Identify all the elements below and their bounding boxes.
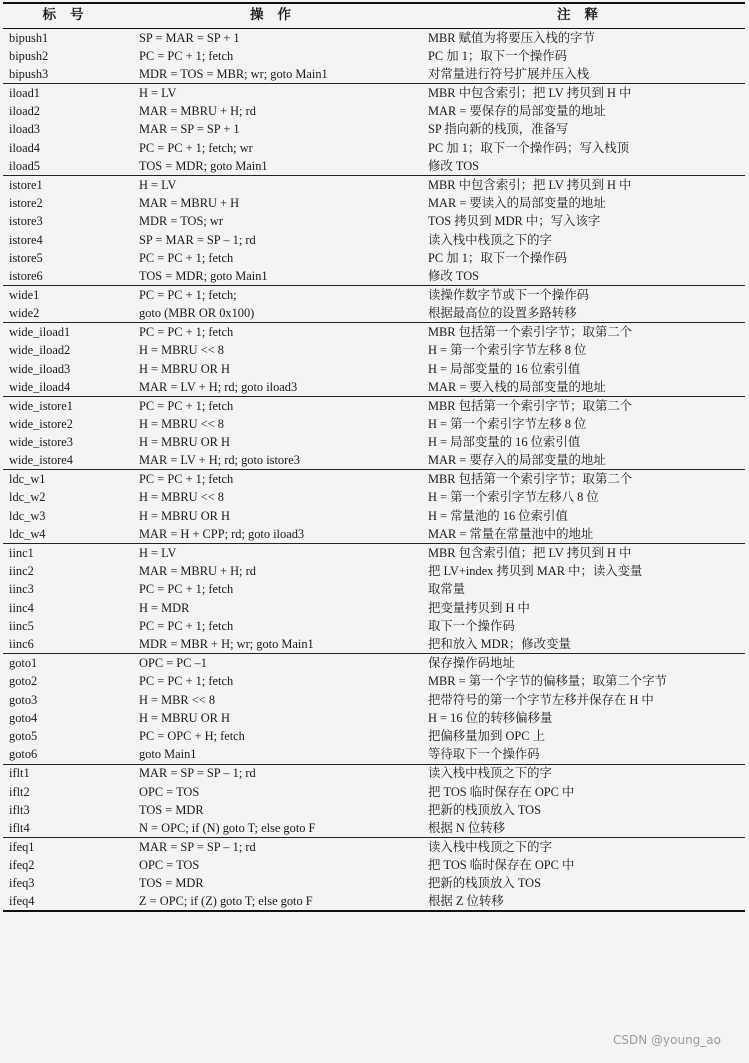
row-operation: TOS = MDR [139,876,204,891]
row-label: wide1 [9,288,40,303]
table-row [3,360,745,378]
table-row [3,286,745,304]
table-row [3,488,745,506]
row-label: bipush3 [3,65,131,83]
watermark: CSDN @young_ao [613,1033,721,1047]
table-row [3,543,745,561]
row-note: PC 加 1；取下一个操作码；写入栈顶 [428,140,630,155]
header-label: 标号 [3,3,131,29]
row-label: istore6 [3,268,131,286]
row-operation: OPC = PC –1 [139,656,207,671]
row-note: 把和放入 MDR；修改变量 [418,635,745,653]
row-note: MAR = 要存入的局部变量的地址 [418,451,745,469]
row-label: iflt2 [9,784,30,799]
row-note: MBR 包括第一个索引字节；取第二个 [428,398,633,413]
row-label: ifeq1 [9,839,35,854]
row-note: SP 指向新的栈顶，准备写 [428,122,569,137]
row-operation: PC = PC + 1; fetch; wr [139,140,253,155]
row-note: TOS 拷贝到 MDR 中；写入该字 [428,214,601,229]
row-note: 根据 Z 位转移 [418,893,745,911]
table-row [3,599,745,617]
table-row [3,65,745,83]
table-row [3,139,745,157]
table-row [3,893,745,911]
row-operation: PC = PC + 1; fetch [139,251,234,266]
row-note: 取下一个操作码 [428,618,515,633]
row-operation: H = MBRU OR H [139,361,230,376]
row-operation: N = OPC; if (N) goto T; else goto F [131,819,418,837]
table-row [3,470,745,488]
row-operation: MDR = MBR + H; wr; goto Main1 [131,635,418,653]
table-row [3,525,745,543]
row-label: goto2 [9,674,38,689]
table-row [3,341,745,359]
row-note: H = 第一个索引字节左移 8 位 [428,343,587,358]
row-operation: TOS = MDR; goto Main1 [131,268,418,286]
row-operation: TOS = MDR [139,802,204,817]
table-row [3,562,745,580]
row-label: iinc1 [9,545,34,560]
row-operation: H = LV [139,545,177,560]
row-note: H = 第一个索引字节左移 8 位 [428,416,587,431]
row-operation: H = MBRU OR H [139,435,230,450]
row-operation: OPC = TOS [139,858,200,873]
row-note: MAR = 要入栈的局部变量的地址 [418,378,745,396]
row-note: 把 TOS 临时保存在 OPC 中 [428,784,575,799]
row-operation: H = LV [139,177,177,192]
table-row [3,304,745,322]
row-note: PC 加 1；取下一个操作码 [428,251,568,266]
row-operation: MAR = SP = SP – 1; rd [139,766,256,781]
table-row [3,874,745,892]
row-label: istore3 [9,214,43,229]
table-row [3,47,745,65]
row-operation: MAR = MBRU + H [139,196,240,210]
table-row [3,838,745,856]
row-note: 读操作数字节或下一个操作码 [428,288,590,303]
row-note: 把 TOS 临时保存在 OPC 中 [428,858,575,873]
row-note: MBR 赋值为将要压入栈的字节 [428,30,595,45]
row-operation: SP = MAR = SP – 1; rd [139,232,256,247]
row-operation: H = MBR << 8 [139,692,216,707]
table-row [3,507,745,525]
row-note: PC 加 1；取下一个操作码 [428,48,568,63]
row-operation: MAR = SP = SP + 1 [139,122,240,137]
row-note: MBR 包含索引值；把 LV 拷贝到 H 中 [428,545,632,560]
table-row [3,856,745,874]
row-operation: MDR = TOS; wr [139,214,223,229]
row-label: ifeq3 [9,876,35,891]
row-note: MBR 中包含索引；把 LV 拷贝到 H 中 [428,85,632,100]
table-row [3,783,745,801]
row-note: 把带符号的第一个字节左移并保存在 H 中 [428,692,654,707]
row-label: ldc_w1 [9,472,46,487]
row-label: istore2 [9,196,43,210]
table-row [3,396,745,414]
row-label: istore4 [9,232,43,247]
row-operation: H = MBRU << 8 [139,416,224,431]
row-label: wide_iload4 [3,378,131,396]
row-note: 根据最高位的设置多路转移 [418,304,745,322]
row-operation: PC = PC + 1; fetch [139,618,234,633]
row-operation: PC = PC + 1; fetch; [139,288,237,303]
row-operation: MAR = H + CPP; rd; goto iload3 [131,525,418,543]
table-row [3,672,745,690]
table-row [3,451,745,469]
row-operation: MAR = MBRU + H; rd [139,104,256,119]
row-note: MAR = 常量在常量池中的地址 [418,525,745,543]
table-row [3,268,745,286]
table-row [3,212,745,230]
row-label: goto5 [9,729,38,744]
row-operation: Z = OPC; if (Z) goto T; else goto F [131,893,418,911]
header-operation: 操作 [131,3,418,29]
table-row [3,157,745,175]
row-note: 把新的栈顶放入 TOS [428,802,542,817]
row-note: 把新的栈顶放入 TOS [428,876,542,891]
row-label: goto3 [9,692,38,707]
row-label: ldc_w4 [3,525,131,543]
row-note: H = 常量池的 16 位索引值 [428,508,568,523]
row-operation: PC = PC + 1; fetch [139,472,234,487]
row-label: wide_iload2 [9,343,71,358]
table-row [3,231,745,249]
row-label: istore5 [9,251,43,266]
row-operation: MAR = LV + H; rd; goto istore3 [131,451,418,469]
table-row [3,415,745,433]
table-row [3,819,745,837]
row-operation: H = MBRU << 8 [139,343,224,358]
row-label: wide_iload1 [9,324,71,339]
row-label: goto6 [3,746,131,764]
row-note: 把偏移量加到 OPC 上 [428,729,546,744]
table-row [3,801,745,819]
row-label: wide_istore4 [3,451,131,469]
row-operation: PC = PC + 1; fetch [139,582,234,597]
row-note: MAR = 要读入的局部变量的地址 [428,196,606,210]
row-label: bipush2 [9,48,49,63]
row-operation: PC = PC + 1; fetch [139,674,234,689]
row-label: wide_istore2 [9,416,74,431]
row-operation: goto (MBR OR 0x100) [131,304,418,322]
table-row [3,194,745,212]
table-row [3,176,745,194]
table-row [3,323,745,341]
row-note: H = 局部变量的 16 位索引值 [428,435,581,450]
row-label: ldc_w2 [9,490,46,505]
row-note: 对常量进行符号扩展并压入栈 [418,65,745,83]
row-label: iload4 [9,140,40,155]
row-label: iload2 [9,104,40,119]
table-row [3,635,745,653]
row-label: iinc5 [9,618,34,633]
microprogram-table [3,2,745,912]
row-note: 把 LV+index 拷贝到 MAR 中；读入变量 [428,563,643,578]
row-label: goto4 [9,710,38,725]
table-row [3,580,745,598]
row-operation: TOS = MDR; goto Main1 [131,157,418,175]
row-label: istore1 [9,177,43,192]
row-operation: H = MBRU OR H [139,508,230,523]
table-body [3,29,745,912]
row-operation: MAR = LV + H; rd; goto iload3 [131,378,418,396]
row-label: wide2 [3,304,131,322]
row-label: ifeq4 [3,893,131,911]
header-note: 注释 [418,3,745,29]
row-operation: H = MDR [139,600,190,615]
row-label: iinc4 [9,600,34,615]
table-row [3,29,745,47]
table-row [3,378,745,396]
table-header [3,3,745,29]
row-note: MBR = 第一个字节的偏移量；取第二个字节 [428,674,667,689]
row-note: 等待取下一个操作码 [418,746,745,764]
row-operation: MDR = TOS = MBR; wr; goto Main1 [131,65,418,83]
row-operation: MAR = MBRU + H; rd [139,563,256,578]
row-operation: H = MBRU << 8 [139,490,224,505]
row-note: H = 局部变量的 16 位索引值 [428,361,581,376]
table-row [3,433,745,451]
table-row [3,764,745,782]
table-row [3,84,745,102]
row-note: 读入栈中栈顶之下的字 [428,232,552,247]
row-label: iflt1 [9,766,30,781]
row-note: 读入栈中栈顶之下的字 [428,839,552,854]
row-note: 读入栈中栈顶之下的字 [428,766,552,781]
row-note: 根据 N 位转移 [418,819,745,837]
row-note: MBR 包括第一个索引字节；取第二个 [428,324,633,339]
row-operation: H = LV [139,85,177,100]
row-label: wide_istore1 [9,398,74,413]
table-row [3,654,745,672]
row-label: wide_istore3 [9,435,74,450]
table-row [3,709,745,727]
row-note: H = 16 位的转移偏移量 [428,710,553,725]
table-row [3,249,745,267]
row-operation: MAR = SP = SP – 1; rd [139,839,256,854]
table-row [3,691,745,709]
row-label: iload5 [3,157,131,175]
row-operation: OPC = TOS [139,784,200,799]
row-label: iload3 [9,122,40,137]
row-operation: H = MBRU OR H [139,710,230,725]
row-operation: goto Main1 [131,746,418,764]
row-note: 取常量 [428,582,466,597]
row-label: ldc_w3 [9,508,46,523]
row-operation: PC = OPC + H; fetch [139,729,245,744]
row-operation: PC = PC + 1; fetch [139,324,234,339]
row-operation: SP = MAR = SP + 1 [139,30,240,45]
row-label: iload1 [9,85,40,100]
row-note: 修改 TOS [418,268,745,286]
row-note: MBR 中包含索引；把 LV 拷贝到 H 中 [428,177,632,192]
row-label: iinc6 [3,635,131,653]
table-row [3,617,745,635]
table-row [3,727,745,745]
row-note: MAR = 要保存的局部变量的地址 [428,104,606,119]
row-label: ifeq2 [9,858,35,873]
row-note: 修改 TOS [418,157,745,175]
row-label: bipush1 [9,30,49,45]
table-row [3,102,745,120]
row-note: 保存操作码地址 [428,656,515,671]
row-note: 把变量拷贝到 H 中 [428,600,530,615]
row-label: wide_iload3 [9,361,71,376]
table-row [3,746,745,764]
table-row [3,120,745,138]
row-label: iflt3 [9,802,30,817]
row-label: iinc3 [9,582,34,597]
row-label: iinc2 [9,563,34,578]
row-note: MBR 包括第一个索引字节；取第二个 [428,472,633,487]
row-label: iflt4 [3,819,131,837]
row-operation: PC = PC + 1; fetch [139,398,234,413]
row-operation: PC = PC + 1; fetch [139,48,234,63]
row-label: goto1 [9,656,38,671]
row-note: H = 第一个索引字节左移八 8 位 [428,490,599,505]
